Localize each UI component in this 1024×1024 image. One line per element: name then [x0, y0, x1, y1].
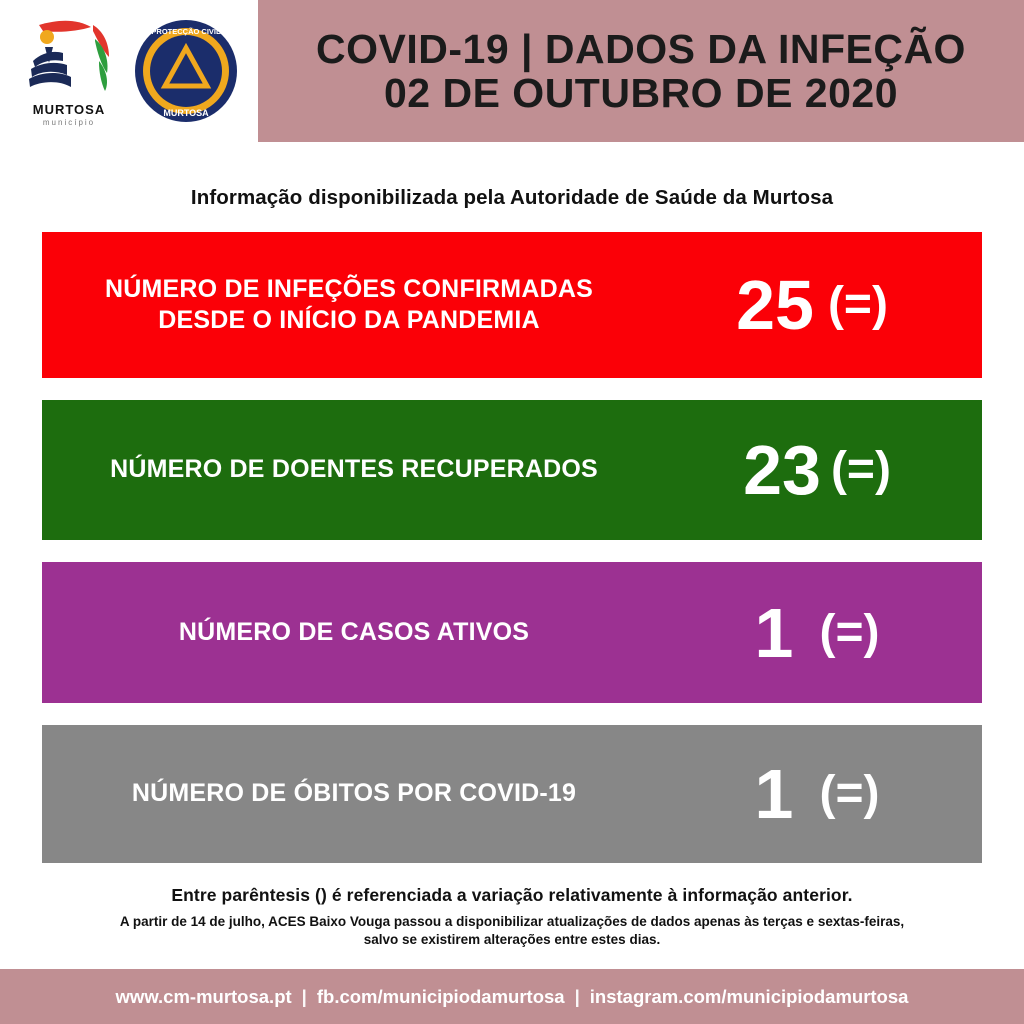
- stat-delta-confirmed-cases: (=): [827, 278, 888, 331]
- civil-protection-icon: [133, 18, 239, 124]
- murtosa-logo-text: MURTOSA: [32, 102, 106, 117]
- stat-label-line-1: NÚMERO DE DOENTES RECUPERADOS: [110, 455, 598, 484]
- stat-label-recovered: [42, 454, 652, 485]
- stat-label-line-1: NÚMERO DE INFEÇÕES CONFIRMADAS: [105, 274, 593, 303]
- murtosa-municipality-logo: [19, 17, 119, 125]
- header: [0, 0, 1024, 142]
- stat-row-deaths: [42, 725, 982, 863]
- stat-label-active-cases: [42, 617, 652, 648]
- footnote-secondary-line-1: A partir de 14 de julho, ACES Baixo Vouga passou a disponibilizar atualizações de dados apenas às terças e sextas-feiras,: [119, 914, 905, 929]
- stat-value-active-cases: 1: [754, 593, 794, 672]
- stat-label-line-2: DESDE O INÍCIO DA PANDEMIA: [158, 306, 540, 334]
- stat-value-group-deaths: [652, 755, 982, 833]
- stat-value-recovered: 23: [743, 431, 821, 509]
- footer-separator-2: |: [574, 985, 580, 1007]
- footer-separator-1: |: [301, 985, 307, 1007]
- footer-website-link[interactable]: www.cm-murtosa.pt: [115, 985, 292, 1007]
- footnote-secondary-line-2: salvo se existirem alterações entre estes dias.: [363, 932, 661, 948]
- footer-instagram-link[interactable]: instagram.com/municipiodamurtosa: [589, 985, 909, 1007]
- title-line-2: 02 DE OUTUBRO DE 2020: [383, 70, 899, 116]
- stat-row-active-cases: [42, 562, 982, 703]
- logo-group: [0, 0, 258, 142]
- stat-value-group-recovered: [652, 431, 982, 509]
- stat-label-line-1: NÚMERO DE ÓBITOS POR COVID-19: [131, 779, 577, 808]
- stat-value-deaths: 1: [754, 755, 794, 833]
- page-title: [258, 0, 1024, 142]
- stat-label-deaths: [42, 778, 652, 809]
- title-line-1: COVID-19 | DADOS DA INFEÇÃO: [316, 25, 966, 72]
- footnote-primary: Entre parêntesis () é referenciada a variação relativamente à informação anterior.: [171, 885, 853, 905]
- stat-value-group-confirmed-cases: [642, 266, 982, 344]
- murtosa-logo-subtext: município: [42, 118, 96, 127]
- svg-text:MURTOSA: MURTOSA: [163, 108, 209, 118]
- footer-links: [0, 969, 1024, 1024]
- stat-value-group-active-cases: [652, 593, 982, 672]
- stat-label-line-1: NÚMERO DE CASOS ATIVOS: [178, 617, 530, 646]
- stat-delta-active-cases: (=): [819, 605, 880, 659]
- stat-label-confirmed-cases: [42, 274, 642, 337]
- subtitle: Informação disponibilizada pela Autoridade de Saúde da Murtosa: [190, 186, 834, 209]
- footer-facebook-link[interactable]: fb.com/municipiodamurtosa: [316, 985, 565, 1007]
- stat-value-confirmed-cases: 25: [736, 266, 814, 344]
- protecao-civil-logo: [133, 18, 239, 124]
- stat-row-recovered: [42, 400, 982, 540]
- svg-text:PROTECÇÃO CIVIL: PROTECÇÃO CIVIL: [151, 27, 221, 36]
- stat-delta-recovered: (=): [830, 443, 891, 496]
- stats-list: [0, 232, 1024, 863]
- stat-row-confirmed-cases: [42, 232, 982, 378]
- stat-delta-deaths: (=): [819, 767, 880, 820]
- footnotes: [0, 885, 1024, 949]
